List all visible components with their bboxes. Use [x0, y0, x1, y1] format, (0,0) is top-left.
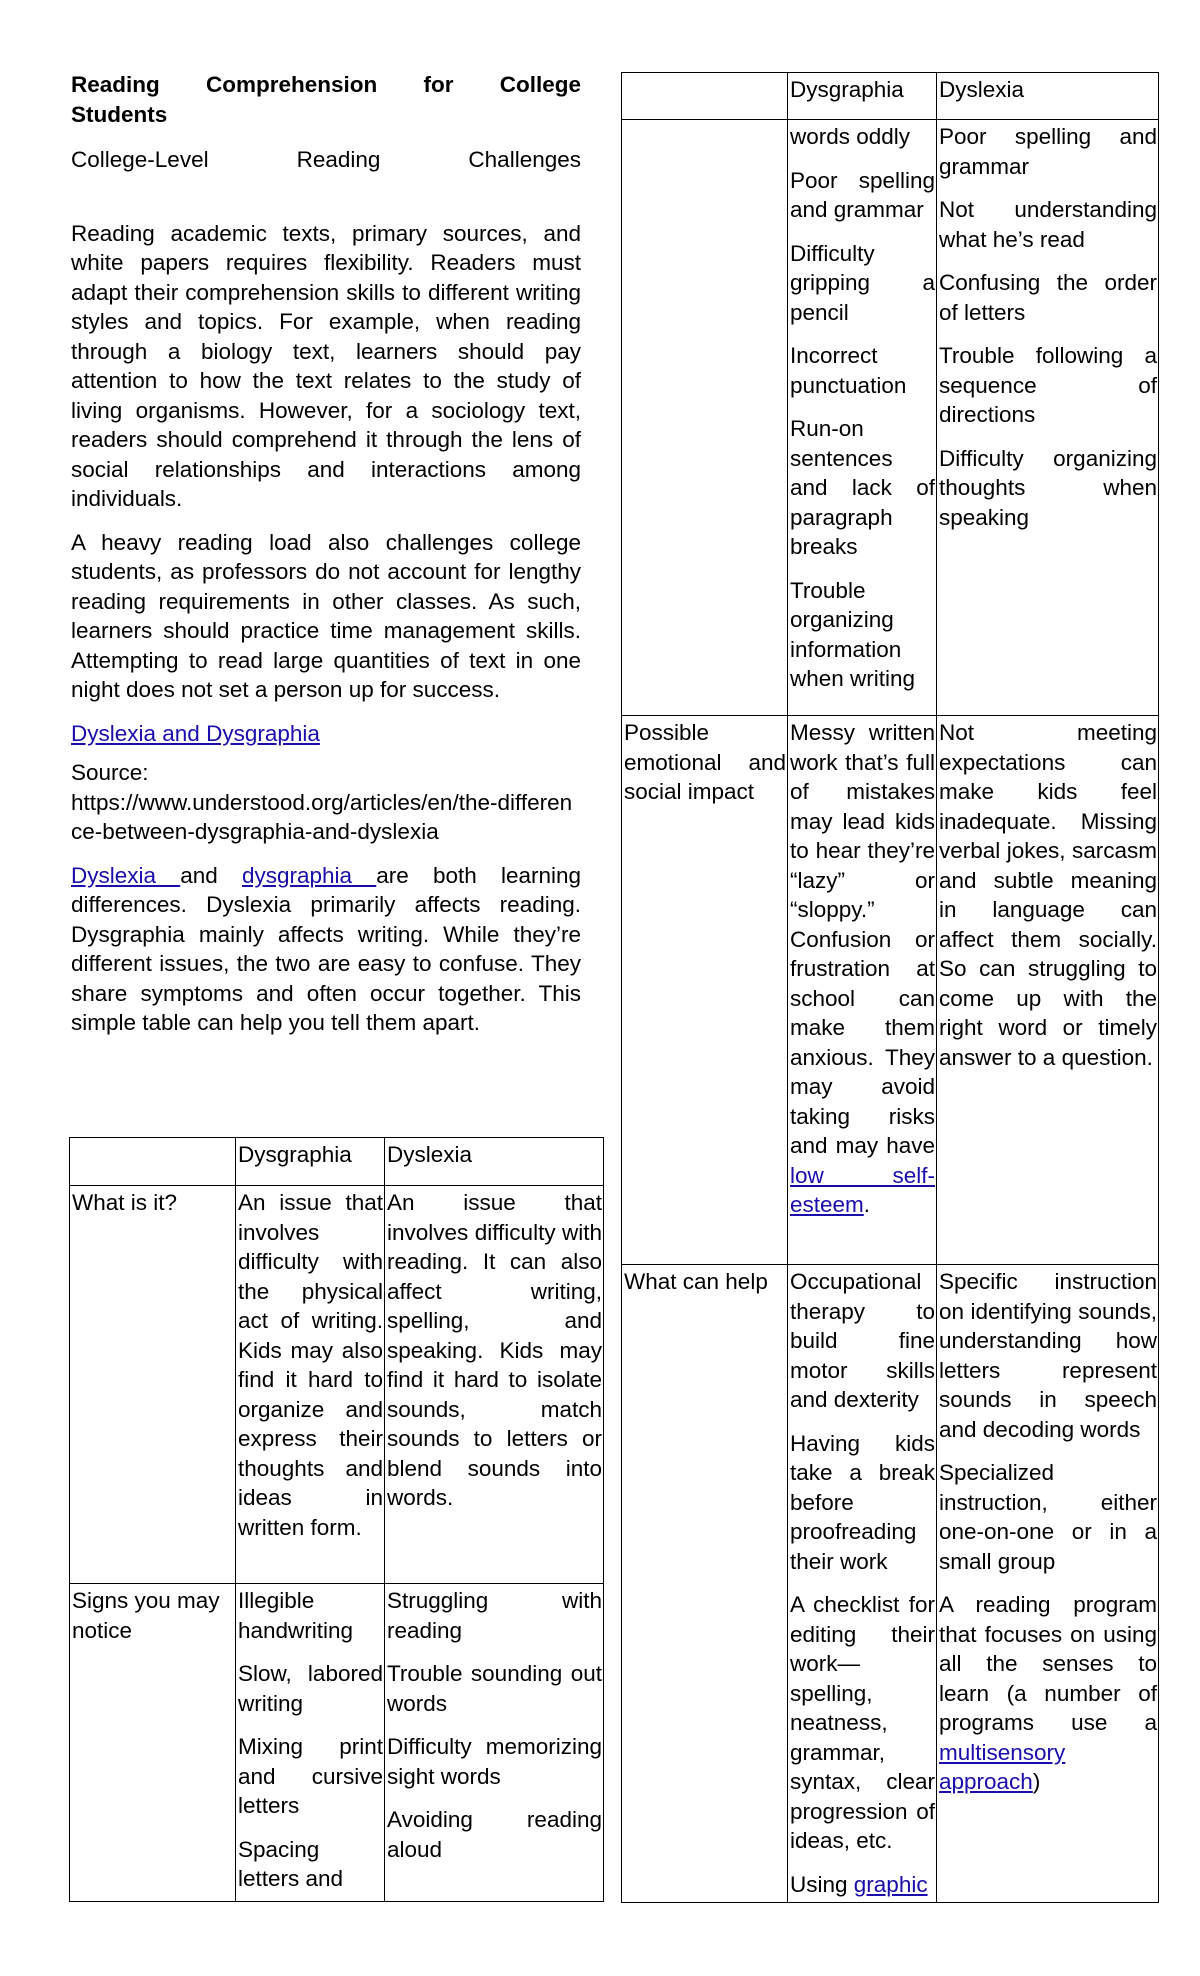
help-item-text: A reading program that focuses on using all the senses to learn (a number of programs use a — [939, 1592, 1157, 1735]
subtitle-word: Reading — [296, 147, 381, 172]
empty-header-cell — [622, 73, 788, 120]
impact-dysgraphia-text: Messy written work that’s full of mistakes may lead kids to hear they’re “lazy” or “sloppy.” Confusion or frustration at school can make them anxious. They may avoid taking risks and may have — [790, 720, 935, 1158]
help-dyslexia — [937, 1265, 1159, 1903]
table-row-help — [622, 1265, 1159, 1903]
title-word: College — [499, 72, 581, 97]
page-title — [71, 70, 581, 129]
sign-item: Confusing the order of letters — [939, 270, 1157, 325]
help-item-text: Using — [790, 1871, 854, 1897]
graphic-link[interactable]: graphic — [853, 1871, 928, 1897]
help-item: Occupational therapy to build fine motor skills and dexterity — [790, 1269, 935, 1412]
table-row-signs — [70, 1584, 604, 1902]
intro-paragraph — [71, 861, 581, 1038]
intro-text: are both learning differences. Dyslexia primarily affects reading. Dysgraphia mainly affects writing. While they’re different issues, the two are easy to confuse. They share symptoms and often occur together. This simple table can help you tell them apart. — [71, 862, 582, 1035]
impact-dysgraphia-end: . — [863, 1192, 871, 1217]
header-dysgraphia: Dysgraphia — [236, 1138, 385, 1186]
table-row-impact — [622, 716, 1159, 1265]
source-label: Source: — [71, 760, 149, 785]
table-row-what — [70, 1186, 604, 1584]
sign-item: Struggling with reading — [387, 1588, 602, 1643]
sign-item: Poor spelling and grammar — [939, 124, 1157, 179]
sign-item: Trouble organizing information when writing — [790, 577, 916, 691]
signs-dyslexia-cont — [937, 120, 1159, 716]
signs-dyslexia — [385, 1584, 604, 1902]
sign-item: Difficulty memorizing sight words — [387, 1734, 602, 1789]
header-dysgraphia: Dysgraphia — [788, 73, 937, 120]
sign-item: Trouble following a sequence of directions — [939, 343, 1157, 427]
table-header-row — [70, 1138, 604, 1186]
sign-item: Difficulty gripping a pencil — [790, 240, 935, 325]
paragraph-academic-texts: Reading academic texts, primary sources, and white papers requires flexibility. Readers must adapt their comprehension skills to different writing styles and topics. For example, when reading through a biology text, learners should pay attention to how the text relates to the study of living organisms. However, for a sociology text, readers should comprehend it through the lens of social relationships and interactions among individuals. — [71, 220, 581, 511]
comparison-table-part-2 — [621, 72, 1159, 1903]
low-self-esteem-link[interactable]: low self-esteem — [790, 1162, 935, 1217]
row-label-signs: Signs you may notice — [70, 1584, 236, 1902]
empty-label-cell — [622, 120, 788, 716]
table-header-row — [622, 73, 1159, 120]
impact-dyslexia: Not meeting expectations can make kids feel inadequate. Missing verbal jokes, sarcasm and subtle meaning in language can affect them socially. So can struggling to come up with the right word or timely answer to a question. — [937, 716, 1159, 1265]
help-item: Specific instruction on identifying sounds, understanding how letters represent sounds in speech and decoding words — [939, 1269, 1157, 1442]
sign-item: Run-on sentences and lack of paragraph breaks — [790, 416, 935, 559]
sign-item: Illegible handwriting — [238, 1588, 354, 1643]
sign-item: Avoiding reading aloud — [387, 1807, 602, 1862]
left-column — [71, 70, 581, 1052]
row-label-impact: Possible emotional and social impact — [622, 716, 788, 1265]
signs-dysgraphia — [236, 1584, 385, 1902]
sign-item: Not understanding what he’s read — [939, 197, 1157, 252]
intro-and: and — [180, 862, 242, 888]
sign-item: Trouble sounding out words — [387, 1661, 602, 1716]
help-item: A checklist for editing their work—spelling, neatness, grammar, syntax, clear progression of ideas, etc. — [790, 1592, 935, 1853]
dyslexia-link[interactable]: Dyslexia — [71, 862, 181, 888]
title-word: for — [423, 72, 454, 97]
comparison-table-part-1 — [69, 1137, 604, 1902]
subtitle-word: College-Level — [71, 147, 209, 172]
sign-item: words oddly — [790, 124, 911, 149]
impact-dysgraphia — [788, 716, 937, 1265]
help-item: Specialized instruction, either one-on-one or in a small group — [939, 1460, 1157, 1574]
title-word: Comprehension — [205, 72, 378, 97]
subtitle — [71, 145, 581, 175]
sign-item: Poor spelling and grammar — [790, 167, 935, 222]
dyslexia-dysgraphia-link[interactable]: Dyslexia and Dysgraphia — [71, 720, 320, 746]
paragraph-reading-load: A heavy reading load also challenges college students, as professors do not account for lengthy reading requirements in other classes. As such, learners should practice time management skills. Attempting to read large quantities of text in one night does not set a person up for success. — [71, 529, 581, 702]
header-dyslexia: Dyslexia — [937, 73, 1159, 120]
what-dysgraphia: An issue that involves difficulty with the physical act of writing. Kids may also find it hard to organize and express their thoughts and ideas in written form. — [236, 1186, 385, 1584]
sign-item: Mixing print and cursive letters — [238, 1734, 383, 1818]
source-block — [71, 758, 581, 847]
row-label-what: What is it? — [70, 1186, 236, 1584]
sign-item: Incorrect punctuation — [790, 343, 907, 398]
what-dyslexia: An issue that involves difficulty with reading. It can also affect writing, spelling, and speaking. Kids may find it hard to isolate sounds, match sounds to letters or blend sounds into words. — [385, 1186, 604, 1584]
source-url: https://www.understood.org/articles/en/the-difference-between-dysgraphia-and-dyslexia — [71, 789, 573, 844]
help-item — [790, 1870, 935, 1900]
title-line-2: Students — [71, 101, 168, 127]
sign-item: Slow, labored writing — [238, 1661, 383, 1716]
table-row-signs-continued — [622, 120, 1159, 716]
multisensory-approach-link[interactable]: multisensory approach — [939, 1739, 1066, 1794]
help-item: Having kids take a break before proofreading their work — [790, 1430, 935, 1574]
header-dyslexia: Dyslexia — [385, 1138, 604, 1186]
subtitle-word: Challenges — [468, 147, 581, 172]
signs-dysgraphia-cont — [788, 120, 937, 716]
sign-item: Spacing letters and — [238, 1836, 344, 1891]
help-dysgraphia — [788, 1265, 937, 1903]
section-heading — [71, 719, 581, 749]
help-item-end: ) — [1032, 1769, 1041, 1794]
empty-header-cell — [70, 1138, 236, 1186]
title-word: Reading — [71, 72, 160, 97]
sign-item: Difficulty organizing thoughts when speaking — [939, 445, 1157, 530]
dysgraphia-link[interactable]: dysgraphia — [241, 862, 377, 888]
help-item — [939, 1590, 1157, 1797]
row-label-help: What can help — [622, 1265, 788, 1903]
